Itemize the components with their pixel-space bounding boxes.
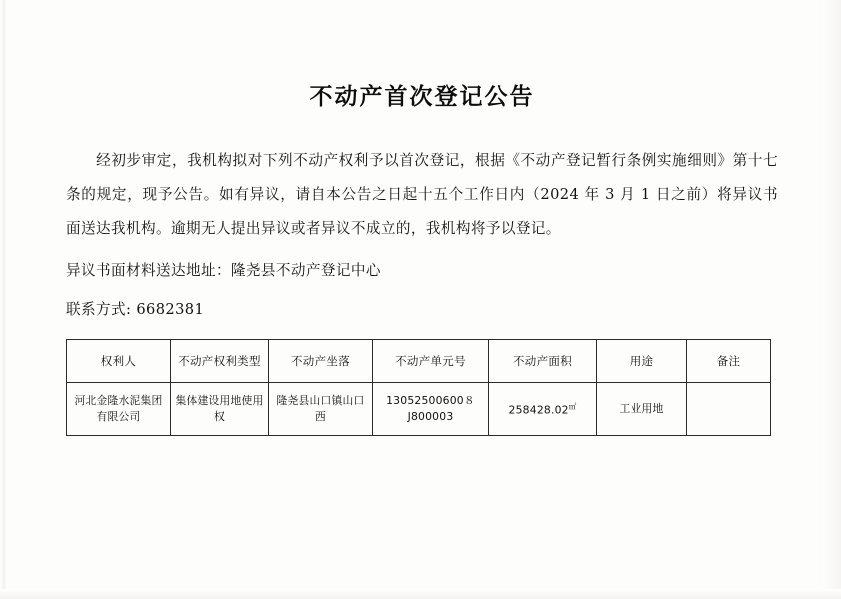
cell-location: 隆尧县山口镇山口西 (269, 383, 373, 436)
cell-area (489, 383, 597, 436)
cell-unit-number: 13052500600８J800003 (373, 383, 489, 436)
cell-owner: 河北金隆水泥集团有限公司 (67, 383, 171, 436)
cell-remark (687, 383, 771, 436)
registration-table (66, 339, 771, 436)
contact-line: 联系方式: 6682381 (66, 301, 205, 318)
cell-area-value: 258428.02 (508, 403, 569, 417)
table-header-right-type: 不动产权利类型 (171, 340, 269, 383)
page-title: 不动产首次登记公告 (309, 83, 535, 110)
document-content (66, 0, 778, 599)
table-header-remark: 备注 (687, 340, 771, 383)
table-header-location: 不动产坐落 (269, 340, 373, 383)
table-header-unit-number: 不动产单元号 (373, 340, 489, 383)
cell-usage: 工业用地 (597, 383, 687, 436)
table-header-row (67, 340, 771, 383)
table-row (67, 383, 771, 436)
scan-edge-left (0, 0, 7, 599)
cell-area-unit: ㎡ (568, 402, 577, 412)
scan-edge-right (823, 0, 841, 599)
delivery-address-line: 异议书面材料送达地址：隆尧县不动产登记中心 (66, 262, 381, 279)
announcement-paragraph-text: 经初步审定，我机构拟对下列不动产权利予以首次登记，根据《不动产登记暂行条例实施细则》第十七条的规定，现予公告。如有异议，请自本公告之日起十五个工作日内（2024 年 3 月 1 日之前）将异议书面送达我机构。逾期无人提出异议或者异议不成立的，我机构将予以登记。 (66, 152, 778, 237)
table-header-usage: 用途 (597, 340, 687, 383)
cell-right-type: 集体建设用地使用权 (171, 383, 269, 436)
table-header-area: 不动产面积 (489, 340, 597, 383)
table-header-owner: 权利人 (67, 340, 171, 383)
announcement-paragraph (66, 144, 778, 246)
